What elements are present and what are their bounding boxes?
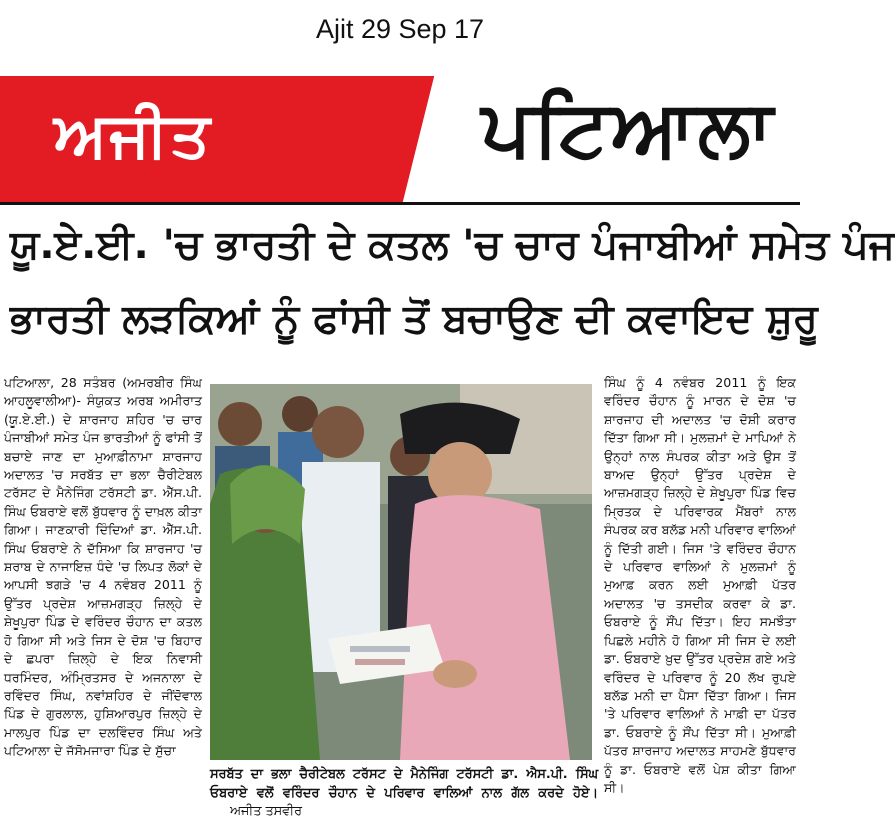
article-right-column: ਸਿੰਘ ਨੂੰ 4 ਨਵੰਬਰ 2011 ਨੂੰ ਇਕ ਵਰਿੰਦਰ ਚੌਹਾਨ ਨੂੰ ਮਾਰਨ ਦੇ ਦੋਸ਼ 'ਚ ਸ਼ਾਰਜਾਹ ਦੀ ਅਦਾਲਤ 'ਚ ਦੋਸ਼ੀ ਕਰਾਰ ਦਿੱਤਾ ਗਿਆ ਸੀ। ਮੁਲਜ਼ਮਾਂ ਦੇ ਮਾਪਿਆਂ ਨੇ ਉਨ੍ਹਾਂ ਨਾਲ ਸੰਪਰਕ ਕੀਤਾ ਅਤੇ ਉਸ ਤੋਂ ਬਾਅਦ ਉਨ੍ਹਾਂ ਉੱਤਰ ਪ੍ਰਦੇਸ਼ ਦੇ ਆਜ਼ਮਗੜ੍ਹ ਜ਼ਿਲ੍ਹੇ ਦੇ ਸ਼ੇਖੂਪੁਰਾ ਪਿੰਡ ਵਿਚ ਮ੍ਰਿਤਕ ਦੇ ਪਰਿਵਾਰਕ ਮੈਂਬਰਾਂ ਨਾਲ ਸੰਪਰਕ ਕਰ ਬਲੱਡ ਮਨੀ ਪਰਿਵਾਰ ਵਾਲਿਆਂ ਨੂੰ ਦਿੱਤੀ ਗਈ। ਜਿਸ 'ਤੇ ਵਰਿੰਦਰ ਚੌਹਾਨ ਦੇ ਪਰਿਵਾਰ ਵਾਲਿਆਂ ਨੇ ਮੁਲਜ਼ਮਾਂ ਨੂੰ ਮੁਆਫ਼ ਕਰਨ ਲਈ ਮੁਆਫ਼ੀ ਪੱਤਰ ਅਦਾਲਤ 'ਚ ਤਸਦੀਕ ਕਰਵਾ ਕੇ ਡਾ. ਓਬਰਾਏ ਨੂੰ ਸੌਂਪ ਦਿੱਤਾ। ਇਹ ਸਮਝੌਤਾ ਪਿਛਲੇ ਮਹੀਨੇ ਹੋ ਗਿਆ ਸੀ ਜਿਸ ਦੇ ਲਈ ਡਾ. ਓਬਰਾਏ ਖ਼ੁਦ ਉੱਤਰ ਪ੍ਰਦੇਸ਼ ਗਏ ਅਤੇ ਵਰਿੰਦਰ ਦੇ ਪਰਿਵਾਰ ਨੂੰ 20 ਲੱਖ ਰੁਪਏ ਬਲੱਡ ਮਨੀ ਦਾ ਪੈਸਾ ਦਿੱਤਾ ਗਿਆ। ਜਿਸ 'ਤੇ ਪਰਿਵਾਰ ਵਾਲਿਆਂ ਨੇ ਮਾਫ਼ੀ ਦਾ ਪੱਤਰ ਡਾ. ਓਬਰਾਏ ਨੂੰ ਸੌਂਪ ਦਿੱਤਾ ਸੀ। ਮੁਆਫ਼ੀ ਪੱਤਰ ਸ਼ਾਰਜਾਹ ਅਦਾਲਤ ਸਾਹਮਣੇ ਬੁੱਧਵਾਰ ਨੂੰ ਡਾ. ਓਬਰਾਏ ਵਲੋਂ ਪੇਸ਼ ਕੀਤਾ ਗਿਆ ਸੀ।	[604, 375, 796, 795]
banner-right-word: ਪਟਿਆਲਾ	[481, 84, 775, 174]
photo-caption-text: ਸਰਬੱਤ ਦਾ ਭਲਾ ਚੈਰੀਟੇਬਲ ਟਰੱਸਟ ਦੇ ਮੈਨੇਜਿੰਗ ਟਰੱਸਟੀ ਡਾ. ਐਸ.ਪੀ. ਸਿੰਘ ਓਬਰਾਏ ਵਲੋਂ ਵਰਿੰਦਰ ਚੌਹਾਨ ਦੇ ਪਰਿਵਾਰ ਵਾਲਿਆਂ ਨਾਲ ਗੱਲ ਕਰਦੇ ਹੋਏ।	[210, 767, 598, 801]
headline-line-2: ਭਾਰਤੀ ਲੜਕਿਆਂ ਨੂੰ ਫਾਂਸੀ ਤੋਂ ਬਚਾਉਣ ਦੀ ਕਵਾਇਦ ਸ਼ੁਰੂ	[10, 296, 818, 342]
photo-illustration	[210, 384, 592, 760]
divider-rule	[0, 202, 800, 205]
photo-caption	[210, 766, 598, 822]
masthead-banner	[0, 76, 800, 202]
article-left-column: ਪਟਿਆਲਾ, 28 ਸਤੰਬਰ (ਅਮਰਬੀਰ ਸਿੰਘ ਆਹਲੂਵਾਲੀਆ)- ਸੰਯੁਕਤ ਅਰਬ ਅਮੀਰਾਤ (ਯੂ.ਏ.ਈ.) ਦੇ ਸ਼ਾਰਜਾਹ ਸ਼ਹਿਰ 'ਚ ਚਾਰ ਪੰਜਾਬੀਆਂ ਸਮੇਤ ਪੰਜ ਭਾਰਤੀਆਂ ਨੂੰ ਫਾਂਸੀ ਤੋਂ ਬਚਾਏ ਜਾਣ ਦਾ ਮੁਆਫ਼ੀਨਾਮਾ ਸ਼ਾਰਜਾਹ ਅਦਾਲਤ 'ਚ ਸਰਬੱਤ ਦਾ ਭਲਾ ਚੈਰੀਟੇਬਲ ਟਰੱਸਟ ਦੇ ਮੈਨੇਜਿੰਗ ਟਰੱਸਟੀ ਡਾ. ਐੱਸ.ਪੀ. ਸਿੰਘ ਓਬਰਾਏ ਵਲੋਂ ਬੁੱਧਵਾਰ ਨੂੰ ਦਾਖ਼ਲ ਕੀਤਾ ਗਿਆ। ਜਾਣਕਾਰੀ ਦਿੰਦਿਆਂ ਡਾ. ਐੱਸ.ਪੀ. ਸਿੰਘ ਓਬਰਾਏ ਨੇ ਦੱਸਿਆ ਕਿ ਸ਼ਾਰਜਾਹ 'ਚ ਸ਼ਰਾਬ ਦੇ ਨਾਜਾਇਜ਼ ਧੰਦੇ 'ਚ ਲਿਪਤ ਲੋਕਾਂ ਦੇ ਆਪਸੀ ਝਗੜੇ 'ਚ 4 ਨਵੰਬਰ 2011 ਨੂੰ ਉੱਤਰ ਪ੍ਰਦੇਸ਼ ਆਜ਼ਮਗੜ੍ਹ ਜ਼ਿਲ੍ਹੇ ਦੇ ਸ਼ੇਖੂਪੁਰਾ ਪਿੰਡ ਦੇ ਵਰਿੰਦਰ ਚੌਹਾਨ ਦਾ ਕਤਲ ਹੋ ਗਿਆ ਸੀ ਅਤੇ ਜਿਸ ਦੇ ਦੋਸ਼ 'ਚ ਬਿਹਾਰ ਦੇ ਛਪਰਾ ਜ਼ਿਲ੍ਹੇ ਦੇ ਇਕ ਨਿਵਾਸੀ ਧਰਮਿੰਦਰ, ਅੰਮ੍ਰਿਤਸਰ ਦੇ ਅਜਨਾਲਾ ਦੇ ਰਵਿੰਦਰ ਸਿੰਘ, ਨਵਾਂਸ਼ਹਿਰ ਦੇ ਜੀਂਦੋਵਾਲ ਪਿੰਡ ਦੇ ਗੁਰਲਾਲ, ਹੁਸ਼ਿਆਰਪੁਰ ਜ਼ਿਲ੍ਹੇ ਦੇ ਮਾਲਪੁਰ ਪਿੰਡ ਦਾ ਦਲਵਿੰਦਰ ਸਿੰਘ ਅਤੇ ਪਟਿਆਲਾ ਦੇ ਜੱਸੋਮਜਾਰਾ ਪਿੰਡ ਦੇ ਸੁੱਚਾ	[4, 375, 202, 759]
photo-credit: ਅਜੀਤ ਤਸਵੀਰ	[230, 804, 302, 819]
banner-left-word: ਅਜੀਤ	[53, 98, 213, 171]
headline-line-1: ਯੂ.ਏ.ਈ. 'ਚ ਭਾਰਤੀ ਦੇ ਕਤਲ 'ਚ ਚਾਰ ਪੰਜਾਬੀਆਂ ਸਮੇਤ ਪੰਜ	[10, 222, 895, 268]
source-line: Ajit 29 Sep 17	[315, 14, 485, 44]
news-photo	[210, 384, 592, 760]
